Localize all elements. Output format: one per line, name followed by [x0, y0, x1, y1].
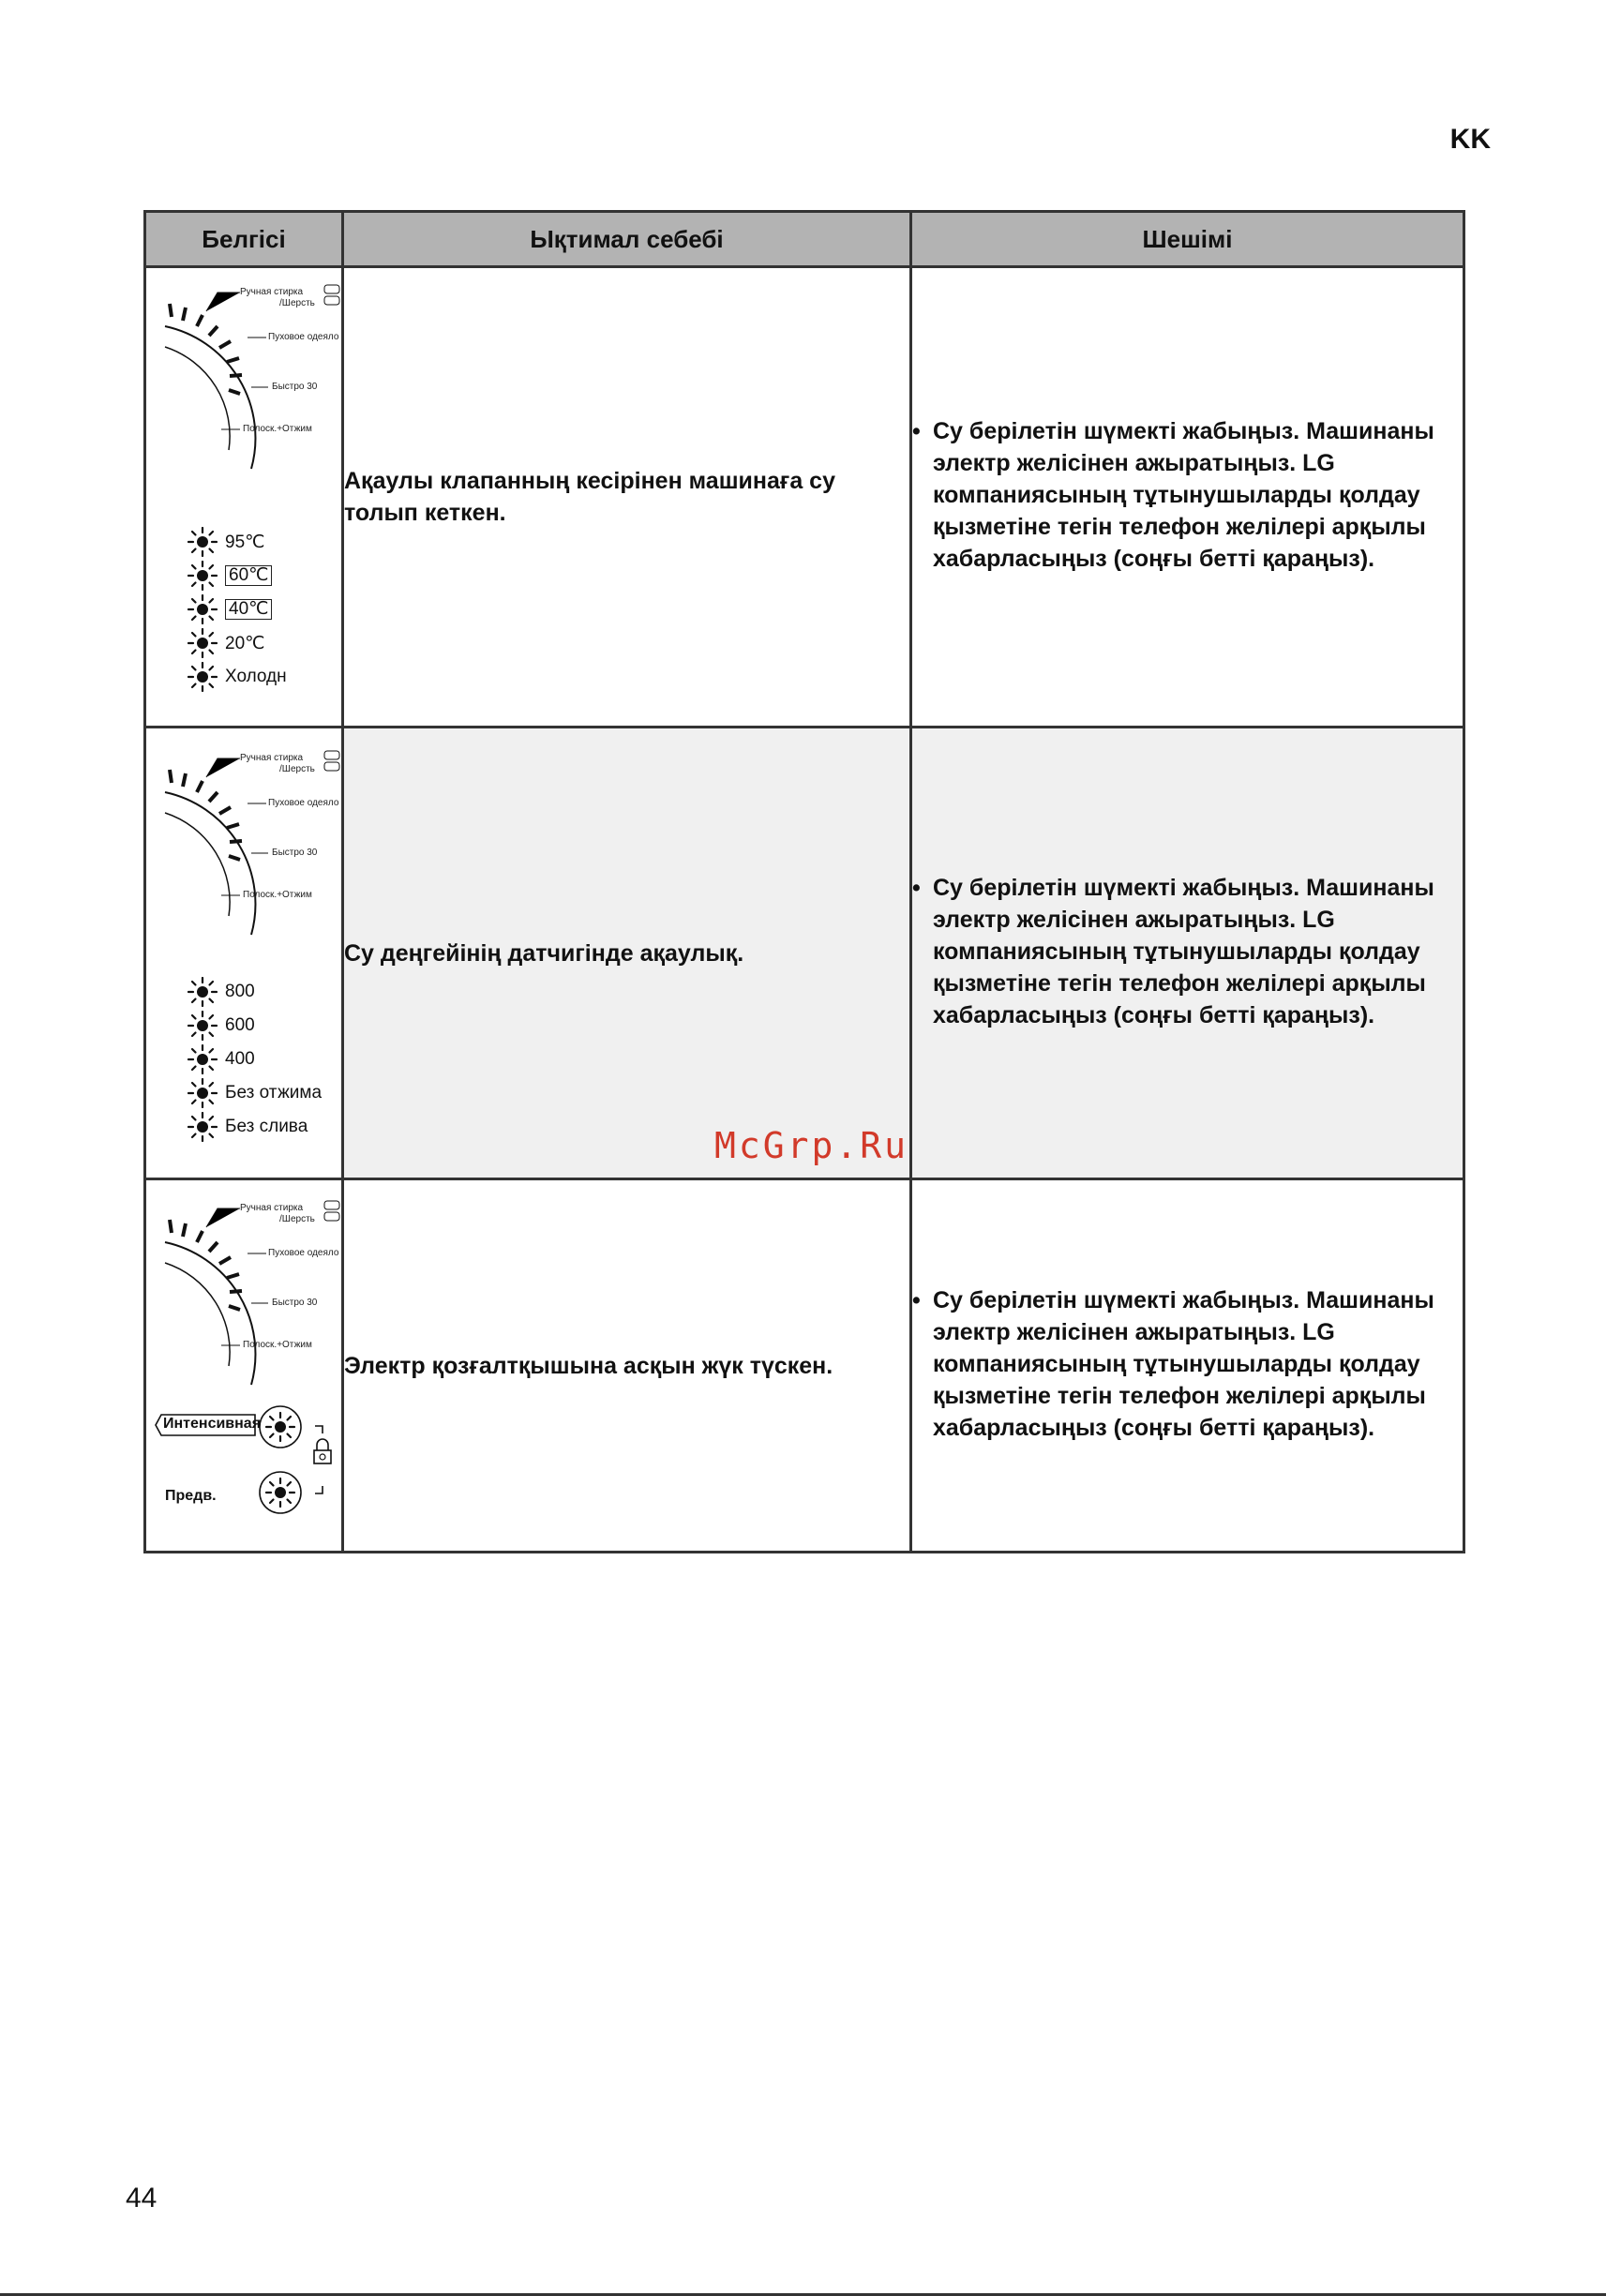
prewash-button-icon — [257, 1469, 304, 1516]
indicator-600: 600 — [188, 1009, 322, 1043]
sign-cell — [145, 728, 343, 1179]
table-row — [145, 728, 1464, 1179]
program-dial-icon — [146, 747, 343, 944]
bullet-icon: • — [912, 1286, 921, 1313]
led-icon — [188, 1112, 218, 1142]
indicator-40: 40℃ — [188, 593, 287, 626]
intensive-button-icon — [257, 1403, 304, 1450]
dial-label-rinse-spin: Полоск.+Отжим — [243, 424, 312, 434]
led-icon — [188, 561, 218, 591]
sign-cell — [145, 1179, 343, 1553]
dial-label-hand-wash: Ручная стирка — [240, 287, 304, 297]
solution-text: Су берілетін шүмекті жабыңыз. Машинаны электр желісінен ажыратыңыз. LG компаниясының тұтынушыларды қолдау қызметіне тегін телефон желілері арқылы хабарласыңыз (соңғы беттi қараңыз). — [933, 418, 1434, 572]
dial-label-rinse-spin: Полоск.+Отжим — [243, 1339, 312, 1350]
dial-label-quick30: Быстро 30 — [272, 847, 318, 858]
prewash-label: Предв. — [165, 1487, 217, 1504]
dial-label-rinse-spin: Полоск.+Отжим — [243, 889, 312, 900]
indicator-cold: Холодн — [188, 660, 287, 694]
solution-cell — [911, 267, 1464, 728]
dial-label-quick30: Быстро 30 — [272, 382, 318, 392]
error-table — [143, 210, 1465, 1553]
program-dial-icon — [146, 1197, 343, 1394]
sign-cell — [145, 267, 343, 728]
led-icon — [188, 1078, 218, 1108]
table-row — [145, 267, 1464, 728]
solution-cell — [911, 728, 1464, 1179]
solution-text: Су берілетін шүмекті жабыңыз. Машинаны электр желісінен ажыратыңыз. LG компаниясының тұтынушыларды қолдау қызметіне тегін телефон желілері арқылы хабарласыңыз (соңғы беттi қараңыз). — [933, 1286, 1434, 1441]
intensive-label: Интенсивная — [163, 1415, 262, 1432]
dial-label-duvet: Пуховое одеяло — [268, 1247, 339, 1258]
led-icon — [188, 977, 218, 1007]
table-header-row — [145, 212, 1464, 267]
column-header-cause: Ықтимал себебі — [343, 212, 911, 267]
led-icon — [188, 1011, 218, 1041]
table-row — [145, 1179, 1464, 1553]
indicator-20: 20℃ — [188, 626, 287, 660]
dial-label-hand-wash: Ручная стирка — [240, 752, 304, 763]
dial-label-wool: /Шерсть — [279, 1213, 315, 1224]
cause-cell: Электр қозғалтқышына асқын жүк түскен. — [343, 1179, 911, 1553]
indicator-no-drain: Без слива — [188, 1110, 322, 1144]
led-icon — [188, 1044, 218, 1074]
column-header-solution: Шешімі — [911, 212, 1464, 267]
led-icon — [188, 662, 218, 692]
spin-indicators — [188, 975, 322, 1144]
indicator-800: 800 — [188, 975, 322, 1009]
dial-label-duvet: Пуховое одеяло — [268, 332, 339, 342]
dial-label-duvet: Пуховое одеяло — [268, 797, 339, 808]
dial-label-wool: /Шерсть — [279, 763, 315, 774]
indicator-400: 400 — [188, 1043, 322, 1076]
indicator-60: 60℃ — [188, 559, 287, 593]
dial-label-quick30: Быстро 30 — [272, 1297, 318, 1308]
cause-cell: Су деңгейінің датчигінде ақаулық. — [343, 728, 911, 1179]
solution-cell — [911, 1179, 1464, 1553]
solution-text: Су берілетін шүмекті жабыңыз. Машинаны электр желісінен ажыратыңыз. LG компаниясының тұтынушыларды қолдау қызметіне тегін телефон желілері арқылы хабарласыңыз (соңғы беттi қараңыз). — [933, 874, 1434, 1028]
indicator-no-spin: Без отжима — [188, 1076, 322, 1110]
led-icon — [188, 527, 218, 557]
page-number: 44 — [126, 2183, 158, 2213]
temperature-indicators — [188, 525, 287, 694]
column-header-sign: Белгісі — [145, 212, 343, 267]
bullet-icon: • — [912, 418, 921, 444]
child-lock-icon — [306, 1420, 336, 1505]
bullet-icon: • — [912, 874, 921, 901]
dial-label-wool: /Шерсть — [279, 298, 315, 308]
cause-cell: Ақаулы клапанның кесірінен машинаға су толып кеткен. — [343, 267, 911, 728]
dial-label-hand-wash: Ручная стирка — [240, 1202, 304, 1213]
language-code: KK — [1449, 124, 1491, 155]
program-dial-icon — [146, 281, 343, 478]
led-icon — [188, 628, 218, 658]
watermark: McGrp.Ru — [714, 1125, 909, 1166]
led-icon — [188, 594, 218, 624]
indicator-95: 95℃ — [188, 525, 287, 559]
